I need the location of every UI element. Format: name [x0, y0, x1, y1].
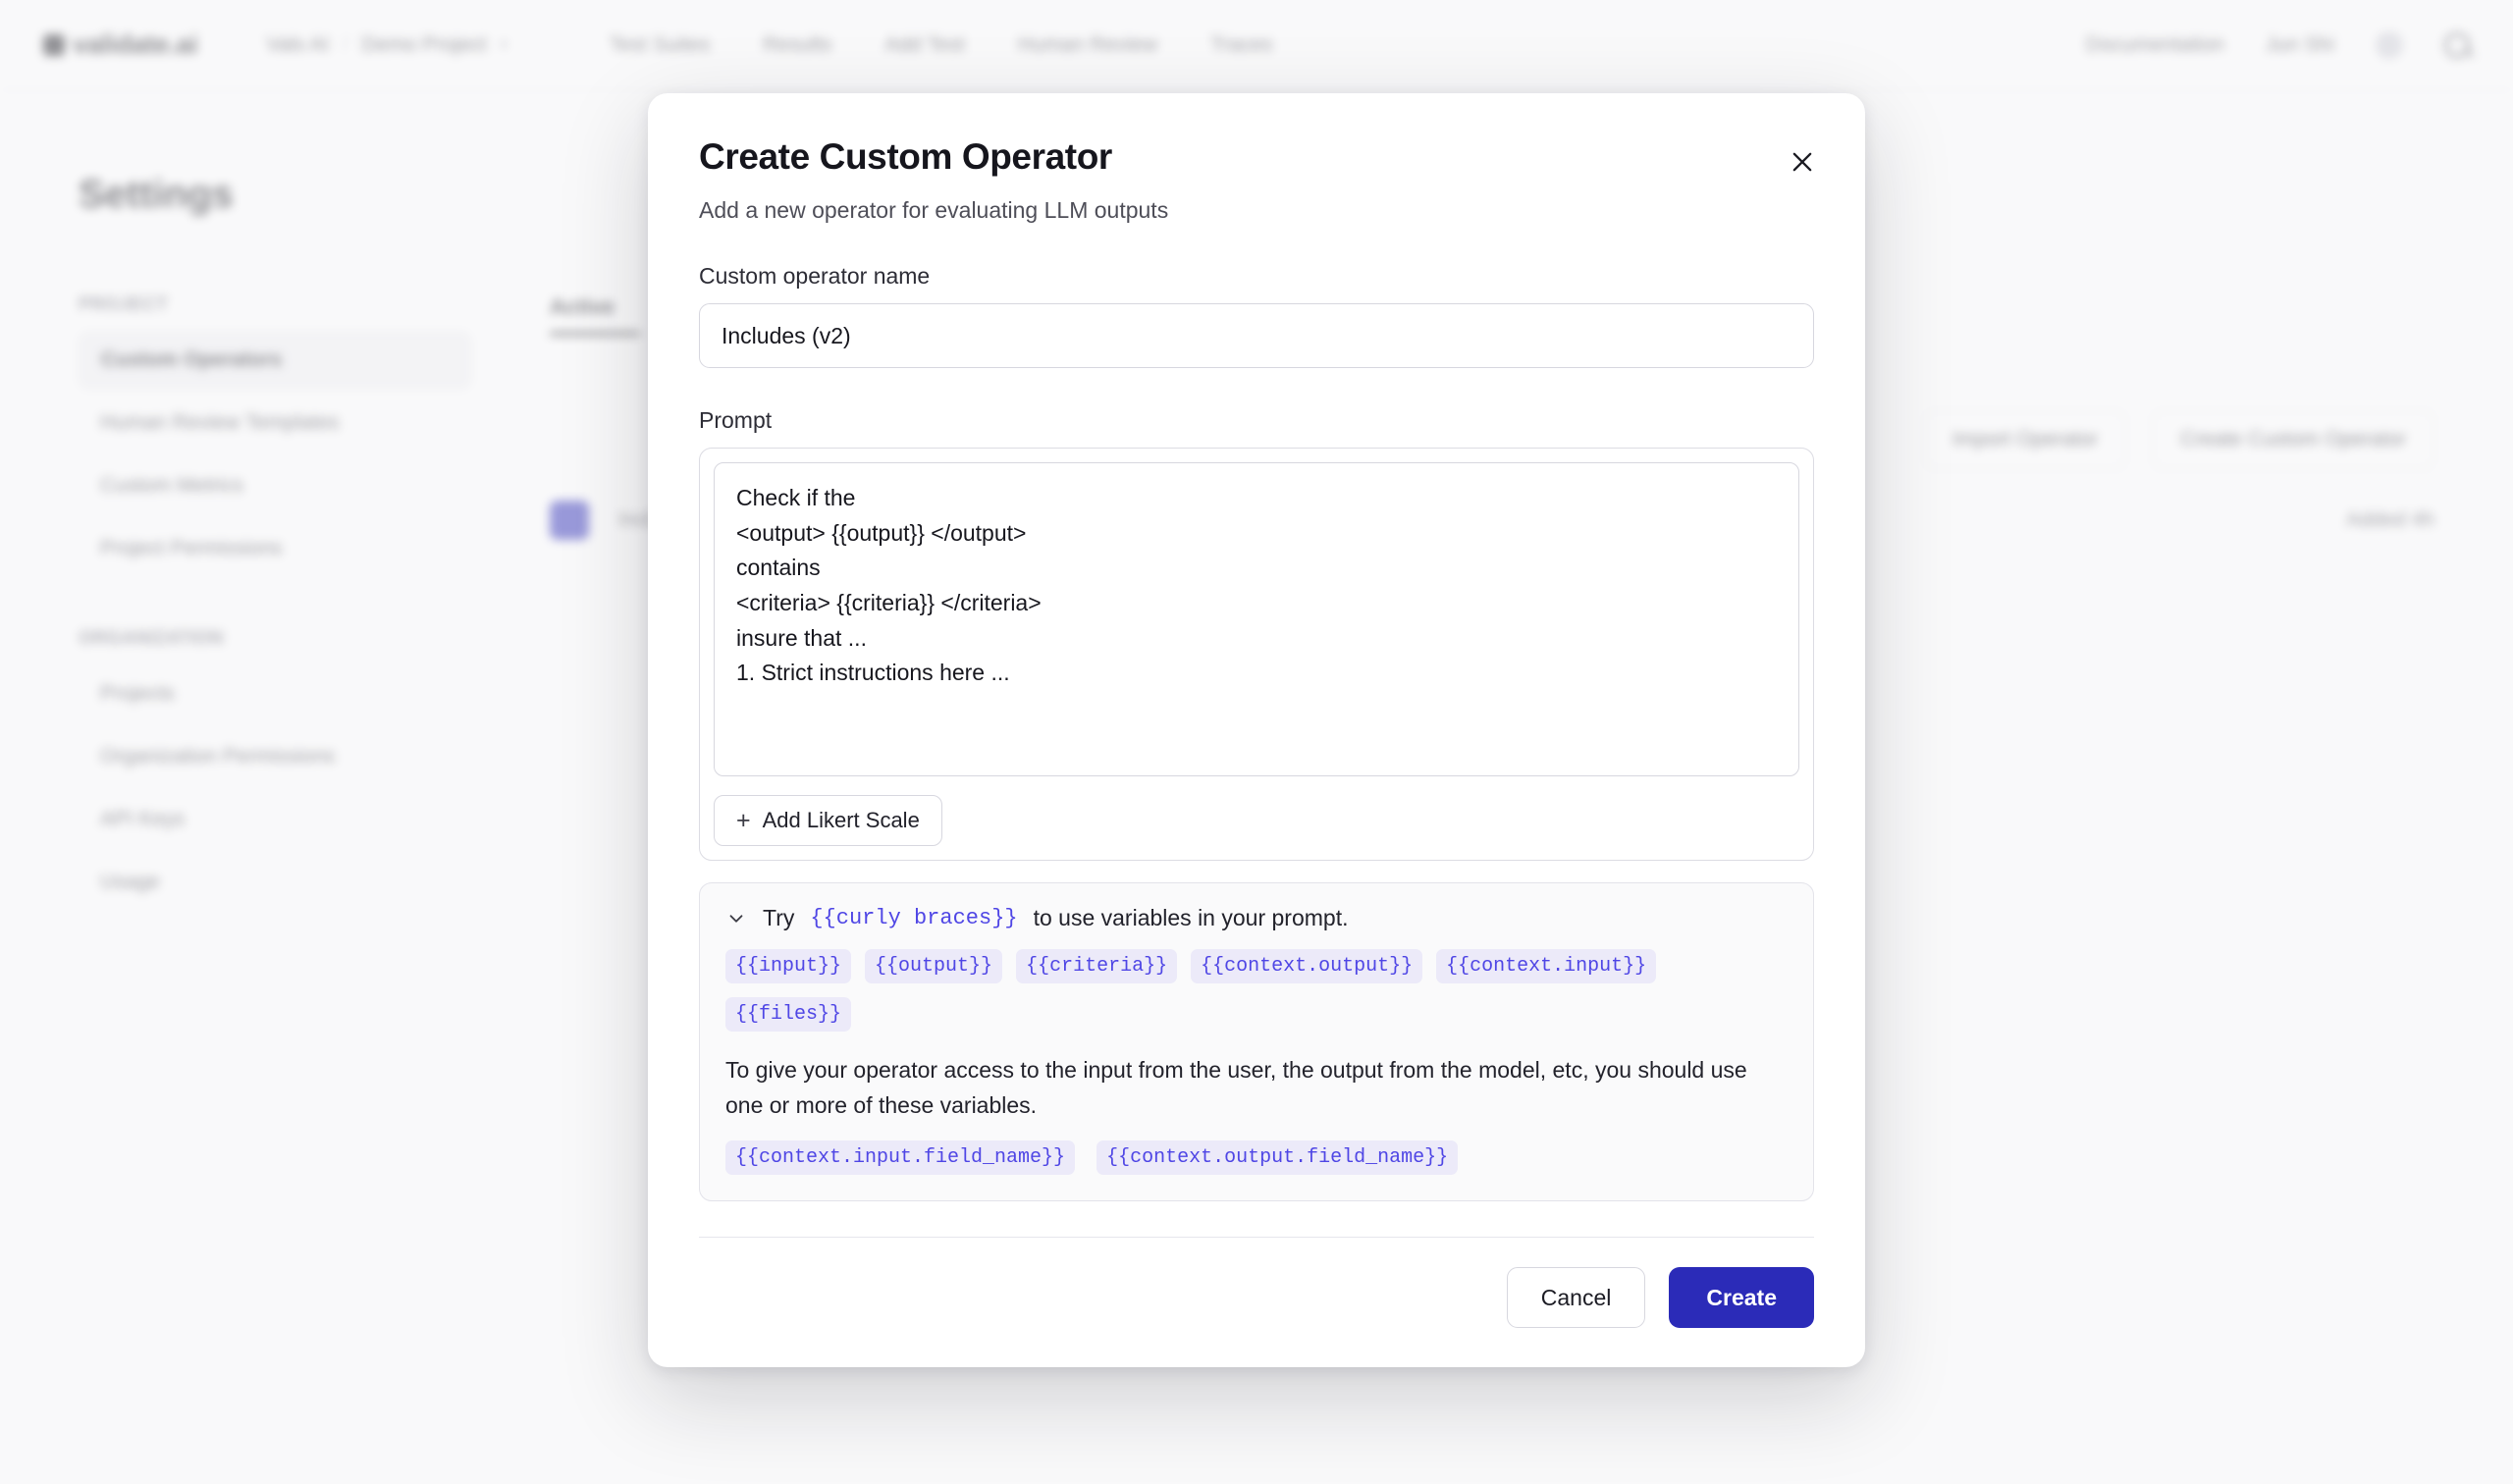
- close-icon[interactable]: [1781, 140, 1824, 184]
- dialog-actions: [699, 1267, 1814, 1328]
- hint-code: {{curly braces}}: [810, 906, 1018, 930]
- variables-hint-header[interactable]: [725, 905, 1788, 931]
- add-likert-scale-button[interactable]: [714, 795, 942, 846]
- plus-icon: +: [736, 806, 751, 834]
- variable-field-chip-list: [725, 1140, 1788, 1175]
- cancel-button[interactable]: Cancel: [1507, 1267, 1646, 1328]
- variable-chip-list: [725, 949, 1788, 1032]
- dialog-title: Create Custom Operator: [699, 136, 1112, 177]
- variable-chip-files[interactable]: {{files}}: [725, 997, 851, 1032]
- hint-text-after: to use variables in your prompt.: [1033, 905, 1349, 930]
- variable-chip-criteria[interactable]: {{criteria}}: [1016, 949, 1177, 983]
- variable-chip-output[interactable]: {{output}}: [865, 949, 1002, 983]
- dialog-divider: [699, 1237, 1814, 1238]
- dialog-subtitle: Add a new operator for evaluating LLM outputs: [699, 197, 1169, 223]
- variables-hint-panel: [699, 882, 1814, 1201]
- add-likert-scale-label: Add Likert Scale: [762, 808, 920, 832]
- variable-chip-context-output[interactable]: {{context.output}}: [1191, 949, 1422, 983]
- create-custom-operator-dialog: [648, 93, 1865, 1367]
- prompt-textarea[interactable]: [714, 462, 1799, 776]
- variable-chip-context-input[interactable]: {{context.input}}: [1436, 949, 1656, 983]
- hint-text-before: Try: [763, 905, 795, 930]
- prompt-label: Prompt: [699, 407, 773, 433]
- create-button[interactable]: Create: [1669, 1267, 1814, 1328]
- variables-hint-paragraph: To give your operator access to the input from the user, the output from the model, etc, you should use one or more of these variables.: [725, 1057, 1747, 1118]
- variable-chip-context-output-field[interactable]: {{context.output.field_name}}: [1096, 1140, 1458, 1175]
- operator-name-label: Custom operator name: [699, 263, 931, 289]
- variable-chip-context-input-field[interactable]: {{context.input.field_name}}: [725, 1140, 1075, 1175]
- variable-chip-input[interactable]: {{input}}: [725, 949, 851, 983]
- prompt-section: [699, 448, 1814, 861]
- chevron-down-icon[interactable]: [725, 908, 747, 929]
- operator-name-input[interactable]: [699, 303, 1814, 368]
